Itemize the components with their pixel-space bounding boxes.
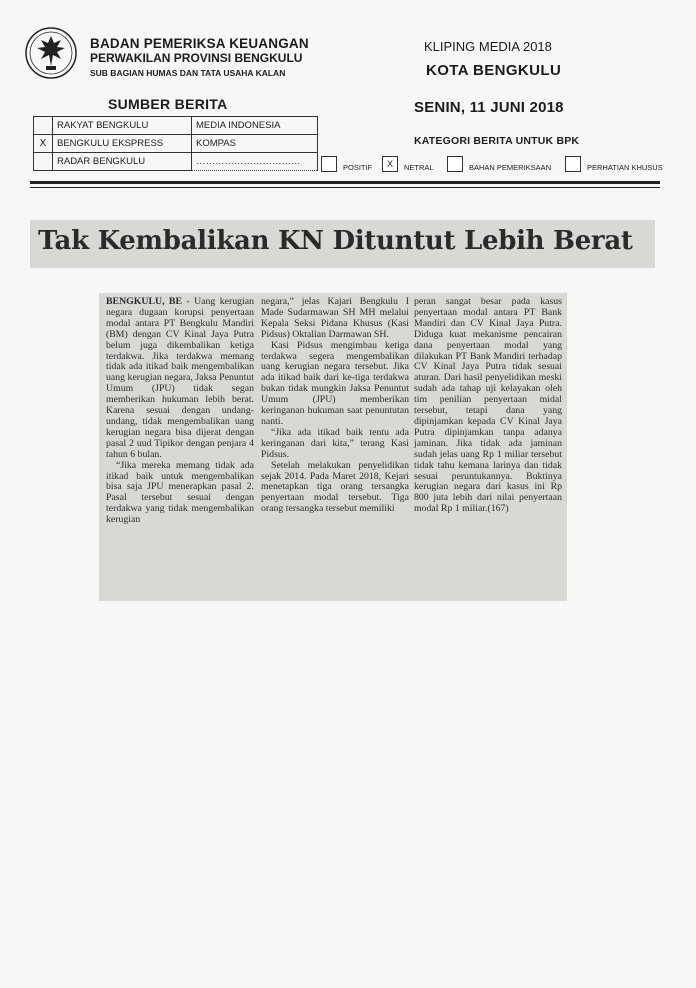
category-checkbox: X bbox=[382, 156, 398, 172]
category-bahan-pemeriksaan bbox=[447, 156, 551, 172]
source-name: …………………………… bbox=[192, 153, 318, 171]
category-label: BAHAN PEMERIKSAAN bbox=[469, 163, 552, 172]
category-netral bbox=[382, 156, 434, 172]
article-dateline: BENGKULU, BE bbox=[106, 296, 182, 307]
org-name: BADAN PEMERIKSA KEUANGAN bbox=[90, 36, 309, 51]
source-name: BENGKULU EKSPRESS bbox=[53, 135, 192, 153]
article-column-2 bbox=[261, 297, 409, 515]
category-checkbox bbox=[321, 156, 337, 172]
divider bbox=[30, 181, 660, 184]
source-name: KOMPAS bbox=[192, 135, 318, 153]
org-unit: SUB BAGIAN HUMAS DAN TATA USAHA KALAN bbox=[90, 68, 286, 78]
article-paragraph: “Jika mereka memang tidak ada itikad baik untuk mengembalikan bisa saja JPU menerapkan pasal 2. Pasal tersebut sesuai dengan terdakwa yang tidak mengembalikan kerugian bbox=[106, 459, 254, 526]
source-mark bbox=[34, 117, 53, 135]
source-name: MEDIA INDONESIA bbox=[192, 117, 318, 135]
source-row bbox=[34, 117, 318, 135]
source-name: RADAR BENGKULU bbox=[53, 153, 192, 171]
source-mark bbox=[34, 153, 53, 171]
category-positif bbox=[321, 156, 372, 172]
category-checkbox bbox=[565, 156, 581, 172]
source-mark: X bbox=[34, 135, 53, 153]
article-paragraph: negara,” jelas Kajari Bengkulu I Made Sudarmawan SH MH melalui Kepala Seksi Pidana Khusus (Kasi Pidsus) Oktalian Darmawan SH. bbox=[261, 296, 409, 340]
sumber-berita-label: SUMBER BERITA bbox=[108, 96, 228, 112]
category-label: PERHATIAN KHUSUS bbox=[587, 163, 663, 172]
article-headline: Tak Kembalikan KN Dituntut Lebih Berat bbox=[38, 226, 633, 256]
divider bbox=[30, 187, 660, 188]
kategori-label: KATEGORI BERITA UNTUK BPK bbox=[414, 135, 580, 147]
article-paragraph: Setelah melakukan penyelidikan sejak 2014. Pada Maret 2018, Kejari menetapkan tiga orang tersangka penyertaan modal tersebut. Tiga orang tersangka tersebut memiliki bbox=[261, 459, 409, 515]
category-checkbox bbox=[447, 156, 463, 172]
category-perhatian-khusus bbox=[565, 156, 663, 172]
city-title: KOTA BENGKULU bbox=[426, 62, 562, 79]
source-row bbox=[34, 135, 318, 153]
garuda-emblem-icon bbox=[24, 26, 78, 80]
date-label: SENIN, 11 JUNI 2018 bbox=[414, 99, 564, 116]
source-row bbox=[34, 153, 318, 171]
article-column-3 bbox=[414, 297, 562, 515]
article-paragraph: peran sangat besar pada kasus penyertaan modal antara PT Bank Mandiri dan CV Kinal Jaya Putra. Diduga kuat mekanisme pencairan dana penyertaan modal yang dilakukan PT Bank Mandiri terhadap CV Kinal Jaya Putra tidak sesuai aturan. Dari hasil penyelidikan meski sudah ada tahap uji kelayakan oleh tim penilian penyertaan midal tersebut, tetapi dana yang dipinjamkan kepada CV Kinal Jaya Putra dipinjamkan tanpa adanya jaminan. Jika tidak ada jaminan sudah jelas uang Rp 1 miliar tersebut tidak tahu kemana larinya dan tidak sesuai peruntukannya. Buktinya kerugian negara dari kasus ini Rp 800 juta lebih dari nilai penyertaan modal Rp 1 miliar.(167) bbox=[414, 296, 562, 515]
source-name: RAKYAT BENGKULU bbox=[53, 117, 192, 135]
article-paragraph: BENGKULU, BE - Uang kerugian negara dugaan korupsi penyertaan modal antara PT Bengkulu Mandiri (BM) dengan CV Kinal Jaya Putra belum juga dikembalikan ketiga terdakwa. Jika terdakwa memang tidak ada itikad baik mengembalikan uang kerugian negara, Jaksa Penuntut Umum (JPU) tidak segan memberikan hukuman lebih berat. Karena sesuai dengan undang-undang, tidak mengembalikan uang kerugian negara bisa dijerat dengan pasal 2 uud Tipikor dengan penjara 4 tahun 6 bulan. bbox=[106, 296, 254, 460]
article-column-1 bbox=[106, 297, 254, 526]
category-label: POSITIF bbox=[343, 163, 373, 172]
kliping-title: KLIPING MEDIA 2018 bbox=[424, 39, 552, 54]
article-paragraph: “Jika ada itikad baik tentu ada keringanan dari kita,” terang Kasi Pidsus. bbox=[261, 426, 409, 460]
category-label: NETRAL bbox=[404, 163, 434, 172]
article-paragraph: Kasi Pidsus mengimbau ketiga terdakwa segera mengembalikan uang kerugian negara tersebut. Jika ada itikad baik dari ke-tiga terdakwa bukan tidak mungkin Jaksa Penuntut Umum (JPU) memberikan keringanan hukuman saat penuntutan nanti. bbox=[261, 339, 409, 427]
org-subtitle: PERWAKILAN PROVINSI BENGKULU bbox=[90, 51, 303, 65]
source-table bbox=[33, 116, 318, 171]
